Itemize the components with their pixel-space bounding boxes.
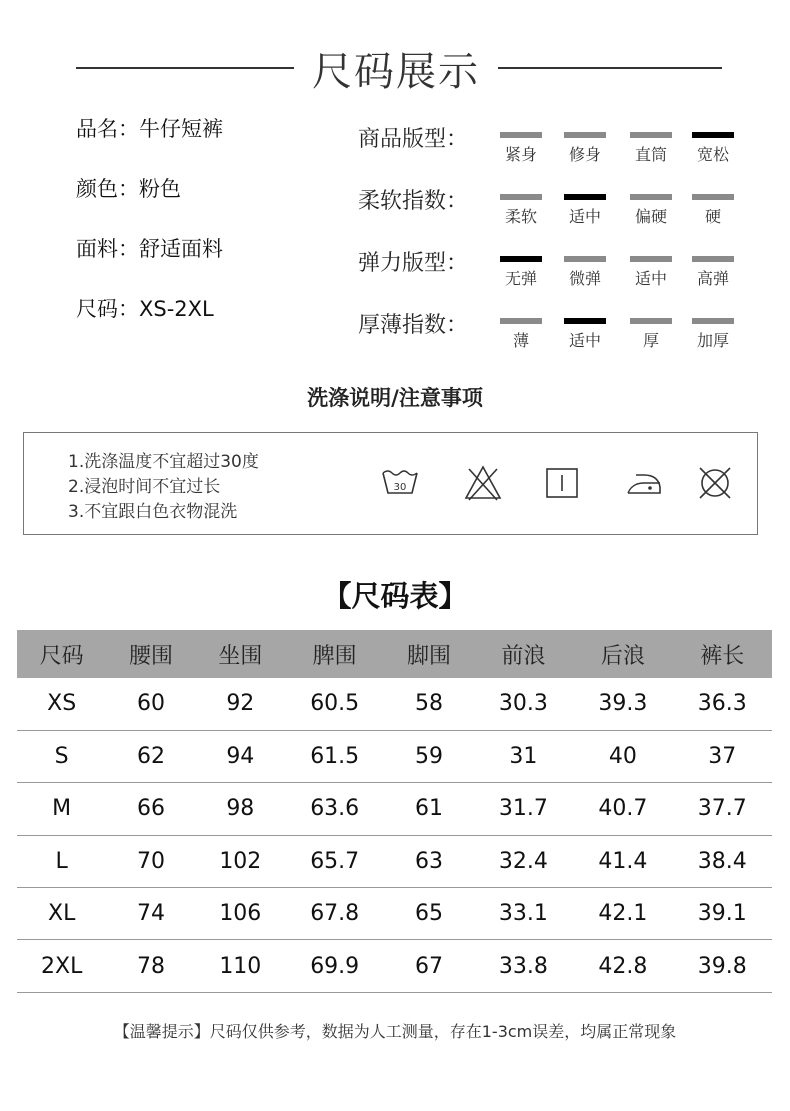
rating-row <box>358 180 758 242</box>
rating-option-label: 紧身 <box>504 145 537 164</box>
info-row-size: 尺码：XS-2XL <box>76 297 214 321</box>
table-cell: L <box>17 835 106 887</box>
info-value: 粉色 <box>139 177 181 201</box>
no-tumble-dry-icon <box>695 463 735 503</box>
page-title: 尺码展示 <box>312 49 480 95</box>
column-header: 腰围 <box>106 630 195 678</box>
table-cell: 40.7 <box>573 783 672 835</box>
table-cell: 110 <box>196 940 285 992</box>
table-cell: 63 <box>384 835 473 887</box>
size-table-body <box>17 678 772 992</box>
footer-note: 【温馨提示】尺码仅供参考，数据为人工测量，存在1-3cm误差，均属正常现象 <box>113 1022 677 1041</box>
rating-row <box>358 118 758 180</box>
rating-option-label: 偏硬 <box>634 207 667 226</box>
rating-option <box>498 256 544 289</box>
table-cell: 39.1 <box>673 888 772 940</box>
table-row <box>17 835 772 887</box>
table-cell: 37 <box>673 730 772 782</box>
rating-option-label: 加厚 <box>696 331 729 350</box>
wash-30-icon <box>380 463 420 503</box>
rating-option <box>628 194 674 227</box>
column-header: 尺码 <box>17 630 106 678</box>
table-cell: 106 <box>196 888 285 940</box>
rating-bar-active <box>564 318 606 324</box>
rating-bar <box>500 194 542 200</box>
rating-bar-active <box>564 194 606 200</box>
info-label: 尺码 <box>76 297 118 321</box>
rating-option <box>628 318 674 351</box>
column-header: 脾围 <box>285 630 384 678</box>
column-header: 坐围 <box>196 630 285 678</box>
title-divider-right <box>498 67 722 69</box>
table-cell: 42.1 <box>573 888 672 940</box>
table-cell: 66 <box>106 783 195 835</box>
title-divider-left <box>76 67 294 69</box>
table-row <box>17 940 772 992</box>
table-row <box>17 888 772 940</box>
table-cell: 59 <box>384 730 473 782</box>
iron-icon <box>624 463 664 503</box>
rating-bar-active <box>692 132 734 138</box>
wash-note: 1.洗涤温度不宜超过30度 <box>68 452 259 472</box>
rating-bar <box>692 318 734 324</box>
info-row-color: 颜色：粉色 <box>76 177 181 201</box>
info-row-name: 品名：牛仔短裤 <box>76 117 223 141</box>
info-value: XS-2XL <box>139 297 214 321</box>
rating-option <box>628 132 674 165</box>
wash-notes <box>68 450 259 525</box>
table-cell: 67 <box>384 940 473 992</box>
fit-ratings <box>358 118 758 366</box>
column-header: 后浪 <box>573 630 672 678</box>
rating-bar <box>630 256 672 262</box>
rating-option-label: 无弹 <box>504 269 537 288</box>
table-cell: 69.9 <box>285 940 384 992</box>
table-row <box>17 678 772 730</box>
column-header: 裤长 <box>673 630 772 678</box>
table-cell: 63.6 <box>285 783 384 835</box>
table-cell: 30.3 <box>474 678 573 730</box>
rating-option-label: 薄 <box>512 331 529 350</box>
table-cell: 60 <box>106 678 195 730</box>
rating-option <box>562 256 608 289</box>
wash-instructions-box <box>23 432 758 535</box>
no-bleach-icon <box>463 463 503 503</box>
info-label: 颜色 <box>76 177 118 201</box>
table-cell: S <box>17 730 106 782</box>
table-cell: 70 <box>106 835 195 887</box>
column-header: 脚围 <box>384 630 473 678</box>
info-row-fabric: 面料：舒适面料 <box>76 237 223 261</box>
table-cell: 60.5 <box>285 678 384 730</box>
table-cell: 67.8 <box>285 888 384 940</box>
rating-bar <box>630 194 672 200</box>
rating-bar <box>500 132 542 138</box>
table-cell: 42.8 <box>573 940 672 992</box>
rating-option <box>690 194 736 227</box>
rating-option <box>498 194 544 227</box>
info-value: 牛仔短裤 <box>139 117 223 141</box>
title-row <box>0 38 790 98</box>
table-cell: 40 <box>573 730 672 782</box>
rating-label: 弹力版型： <box>358 251 469 276</box>
rating-bar <box>500 318 542 324</box>
table-cell: 33.1 <box>474 888 573 940</box>
table-row <box>17 730 772 782</box>
rating-option <box>690 256 736 289</box>
rating-option-label: 修身 <box>568 145 601 164</box>
table-cell: 74 <box>106 888 195 940</box>
table-cell: 31 <box>474 730 573 782</box>
table-cell: 65 <box>384 888 473 940</box>
rating-row <box>358 242 758 304</box>
table-cell: 65.7 <box>285 835 384 887</box>
rating-bar <box>564 256 606 262</box>
table-cell: 32.4 <box>474 835 573 887</box>
info-label: 品名 <box>76 117 118 141</box>
table-cell: 94 <box>196 730 285 782</box>
table-cell: XS <box>17 678 106 730</box>
table-cell: 58 <box>384 678 473 730</box>
table-cell: 92 <box>196 678 285 730</box>
table-cell: 2XL <box>17 940 106 992</box>
rating-bar <box>630 318 672 324</box>
rating-option-label: 高弹 <box>696 269 729 288</box>
rating-bar <box>564 132 606 138</box>
info-value: 舒适面料 <box>139 237 223 261</box>
rating-option <box>562 132 608 165</box>
size-table <box>17 630 772 993</box>
rating-bar <box>692 194 734 200</box>
table-cell: 39.8 <box>673 940 772 992</box>
rating-option-label: 硬 <box>704 207 721 226</box>
rating-bar-active <box>500 256 542 262</box>
table-cell: 41.4 <box>573 835 672 887</box>
table-cell: 78 <box>106 940 195 992</box>
table-cell: 36.3 <box>673 678 772 730</box>
rating-label: 厚薄指数： <box>358 313 469 338</box>
table-cell: 61 <box>384 783 473 835</box>
wash-note: 2.浸泡时间不宜过长 <box>68 477 221 497</box>
rating-option <box>562 318 608 351</box>
wash-heading: 洗涤说明/注意事项 <box>307 386 483 410</box>
line-dry-icon <box>542 463 582 503</box>
size-table-header-row <box>17 630 772 678</box>
rating-option-label: 厚 <box>642 331 659 350</box>
rating-bar <box>630 132 672 138</box>
table-cell: 37.7 <box>673 783 772 835</box>
rating-option-label: 适中 <box>568 207 601 226</box>
table-cell: 98 <box>196 783 285 835</box>
table-cell: 102 <box>196 835 285 887</box>
rating-bar <box>692 256 734 262</box>
size-table-heading: 【尺码表】 <box>322 579 468 613</box>
table-cell: 39.3 <box>573 678 672 730</box>
info-label: 面料 <box>76 237 118 261</box>
rating-option-label: 直筒 <box>634 145 667 164</box>
table-cell: 33.8 <box>474 940 573 992</box>
table-cell: 62 <box>106 730 195 782</box>
table-cell: 61.5 <box>285 730 384 782</box>
rating-option <box>690 318 736 351</box>
rating-label: 商品版型： <box>358 127 469 152</box>
table-cell: 31.7 <box>474 783 573 835</box>
rating-option <box>498 318 544 351</box>
rating-option <box>498 132 544 165</box>
wash-note: 3.不宜跟白色衣物混洗 <box>68 502 238 522</box>
table-cell: M <box>17 783 106 835</box>
table-row <box>17 783 772 835</box>
rating-option <box>690 132 736 165</box>
rating-option <box>562 194 608 227</box>
rating-option-label: 适中 <box>568 331 601 350</box>
rating-option-label: 适中 <box>634 269 667 288</box>
wash-temp-label: 30 <box>393 482 407 493</box>
rating-option <box>628 256 674 289</box>
table-cell: 38.4 <box>673 835 772 887</box>
rating-option-label: 宽松 <box>696 145 729 164</box>
product-info <box>76 114 336 354</box>
rating-label: 柔软指数： <box>358 189 469 214</box>
rating-row <box>358 304 758 366</box>
column-header: 前浪 <box>474 630 573 678</box>
rating-option-label: 微弹 <box>568 269 601 288</box>
rating-option-label: 柔软 <box>504 207 537 226</box>
table-cell: XL <box>17 888 106 940</box>
